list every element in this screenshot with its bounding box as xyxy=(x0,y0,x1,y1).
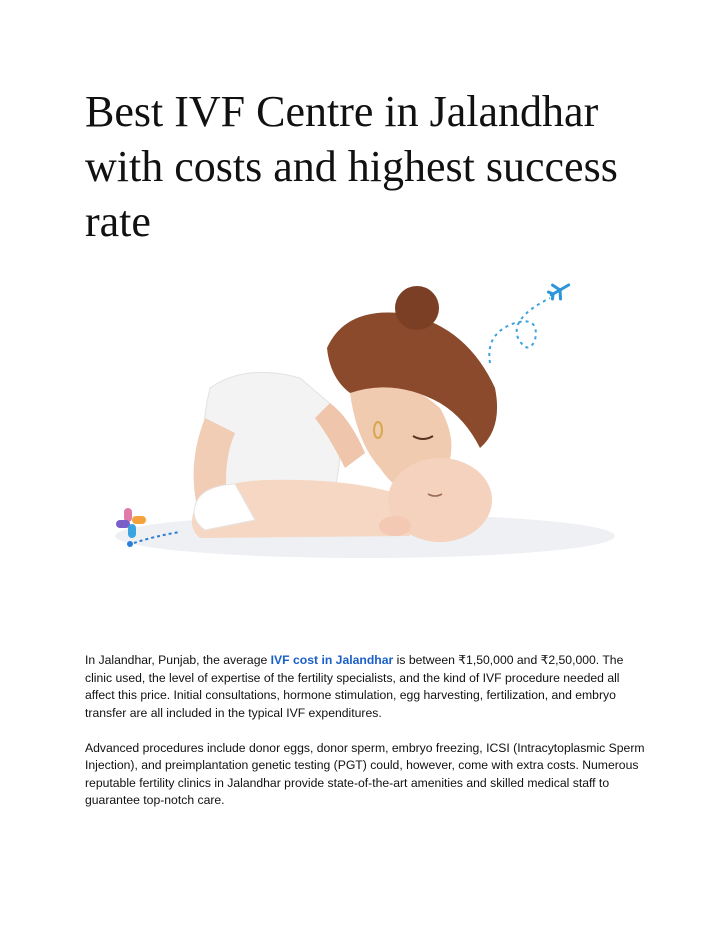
paragraph-advanced-procedures: Advanced procedures include donor eggs, donor sperm, embryo freezing, ICSI (Intracytoplasmic Sperm Injection), and preimplantation genetic testing (PGT) could, however, come with extra costs. Numerous reputable fertility clinics in Jalandhar provide state-of-the-art amenities and skilled medical staff to guarantee top-notch care. xyxy=(85,740,645,807)
paragraph-text: In Jalandhar, Punjab, the average xyxy=(85,653,271,667)
ivf-cost-link[interactable]: IVF cost in Jalandhar xyxy=(270,653,394,667)
page-title: Best IVF Centre in Jalandhar with costs and highest success rate xyxy=(85,87,618,246)
paragraph-ivf-cost xyxy=(85,652,645,722)
clinic-cross-logo-icon xyxy=(110,506,190,551)
article-body xyxy=(85,652,645,827)
hero-image xyxy=(95,268,615,578)
airplane-icon xyxy=(480,278,580,368)
paragraph-text: is between ₹1,50,000 and ₹2,50,000. The clinic used, the level of expertise of the fertility specialists, and the kind of IVF procedure needed all affect this price. Initial consultations, hormone stimulation, egg harvesting, fertilization, and embryo transfer are all included in the typical IVF expenditures. xyxy=(85,653,624,720)
